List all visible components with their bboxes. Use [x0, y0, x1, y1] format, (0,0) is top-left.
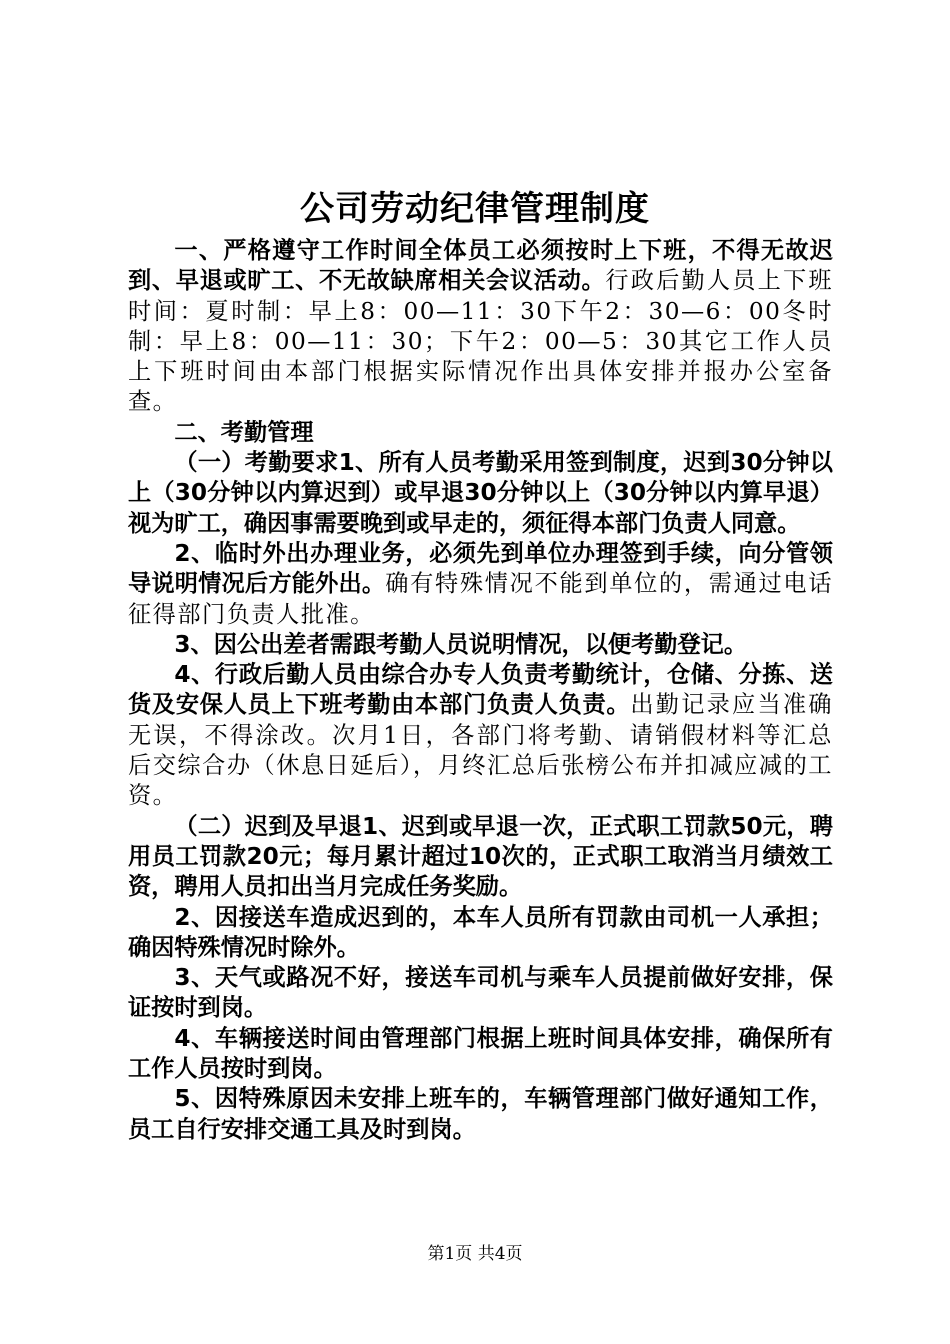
paragraph-attendance-stats: [128, 660, 833, 811]
paragraph-shuttle-delay: [128, 903, 833, 964]
paragraph-shuttle-schedule: [128, 1024, 833, 1085]
page-number-footer: 第1页 共4页: [427, 1244, 523, 1264]
paragraph-text: 3、因公出差者需跟考勤人员说明情况，以便考勤登记。: [174, 630, 748, 658]
paragraph-text: （一）考勤要求1、所有人员考勤采用签到制度，迟到30分钟以上（30分钟以内算迟到）或早退30分钟以上（30分钟以内算早退）视为旷工，确因事需要晚到或早走的，须征得本部门负责人同意。: [128, 449, 833, 537]
paragraph-text: 5、因特殊原因未安排上班车的，车辆管理部门做好通知工作，员工自行安排交通工具及时到岗。: [128, 1085, 833, 1143]
document-body: [128, 236, 833, 1145]
paragraph-going-out: [128, 539, 833, 630]
paragraph-text: 出勤记录应当准确无误，不得涂改。次月1日，各部门将考勤、请销假材料等汇总后交综合办（休息日延后），月终汇总后张榜公布并扣减应减的工资。: [128, 691, 833, 810]
paragraph-weather: [128, 963, 833, 1024]
paragraph-text: 2、因接送车造成迟到的，本车人员所有罚款由司机一人承担；确因特殊情况时除外。: [128, 903, 833, 961]
paragraph-late-early-leave: [128, 812, 833, 903]
paragraph-work-hours: [128, 236, 833, 418]
paragraph-business-trip: [128, 630, 833, 660]
paragraph-text: 4、车辆接送时间由管理部门根据上班时间具体安排，确保所有工作人员按时到岗。: [128, 1024, 833, 1083]
paragraph-text: 行政后勤人员上下班时间：夏时制：早上8：00—11：30下午2：30—6：00冬时制：早上8：00—11：30；下午2：00—5：30其它工作人员上下班时间由本部门根据实际情况作出具体安排并报办公室备查。: [128, 267, 834, 416]
paragraph-text: 一、严格遵守工作时间全体员工必须按时上下班，不得无故迟到、早退或旷工、不无故缺席相关会议活动。: [128, 237, 833, 295]
document-title: 公司劳动纪律管理制度: [300, 189, 650, 229]
section-heading-attendance: [128, 418, 833, 448]
paragraph-attendance-requirements: [128, 448, 833, 539]
paragraph-text: 3、天气或路况不好，接送车司机与乘车人员提前做好安排，保证按时到岗。: [128, 964, 833, 1022]
paragraph-text: 2、临时外出办理业务，必须先到单位办理签到手续，向分管领导说明情况后方能外出。: [128, 539, 833, 598]
paragraph-text: （二）迟到及早退1、迟到或早退一次，正式职工罚款50元，聘用员工罚款20元；每月累计超过10次的，正式职工取消当月绩效工资，聘用人员扣出当月完成任务奖励。: [128, 812, 833, 901]
paragraph-text: 确有特殊情况不能到单位的，需通过电话征得部门负责人批准。: [128, 570, 834, 628]
section-heading-text: 二、考勤管理: [174, 418, 314, 446]
paragraph-text: 4、行政后勤人员由综合办专人负责考勤统计，仓储、分拣、送货及安保人员上下班考勤由本部门负责人负责。: [128, 661, 833, 719]
paragraph-no-shuttle: [128, 1084, 833, 1145]
